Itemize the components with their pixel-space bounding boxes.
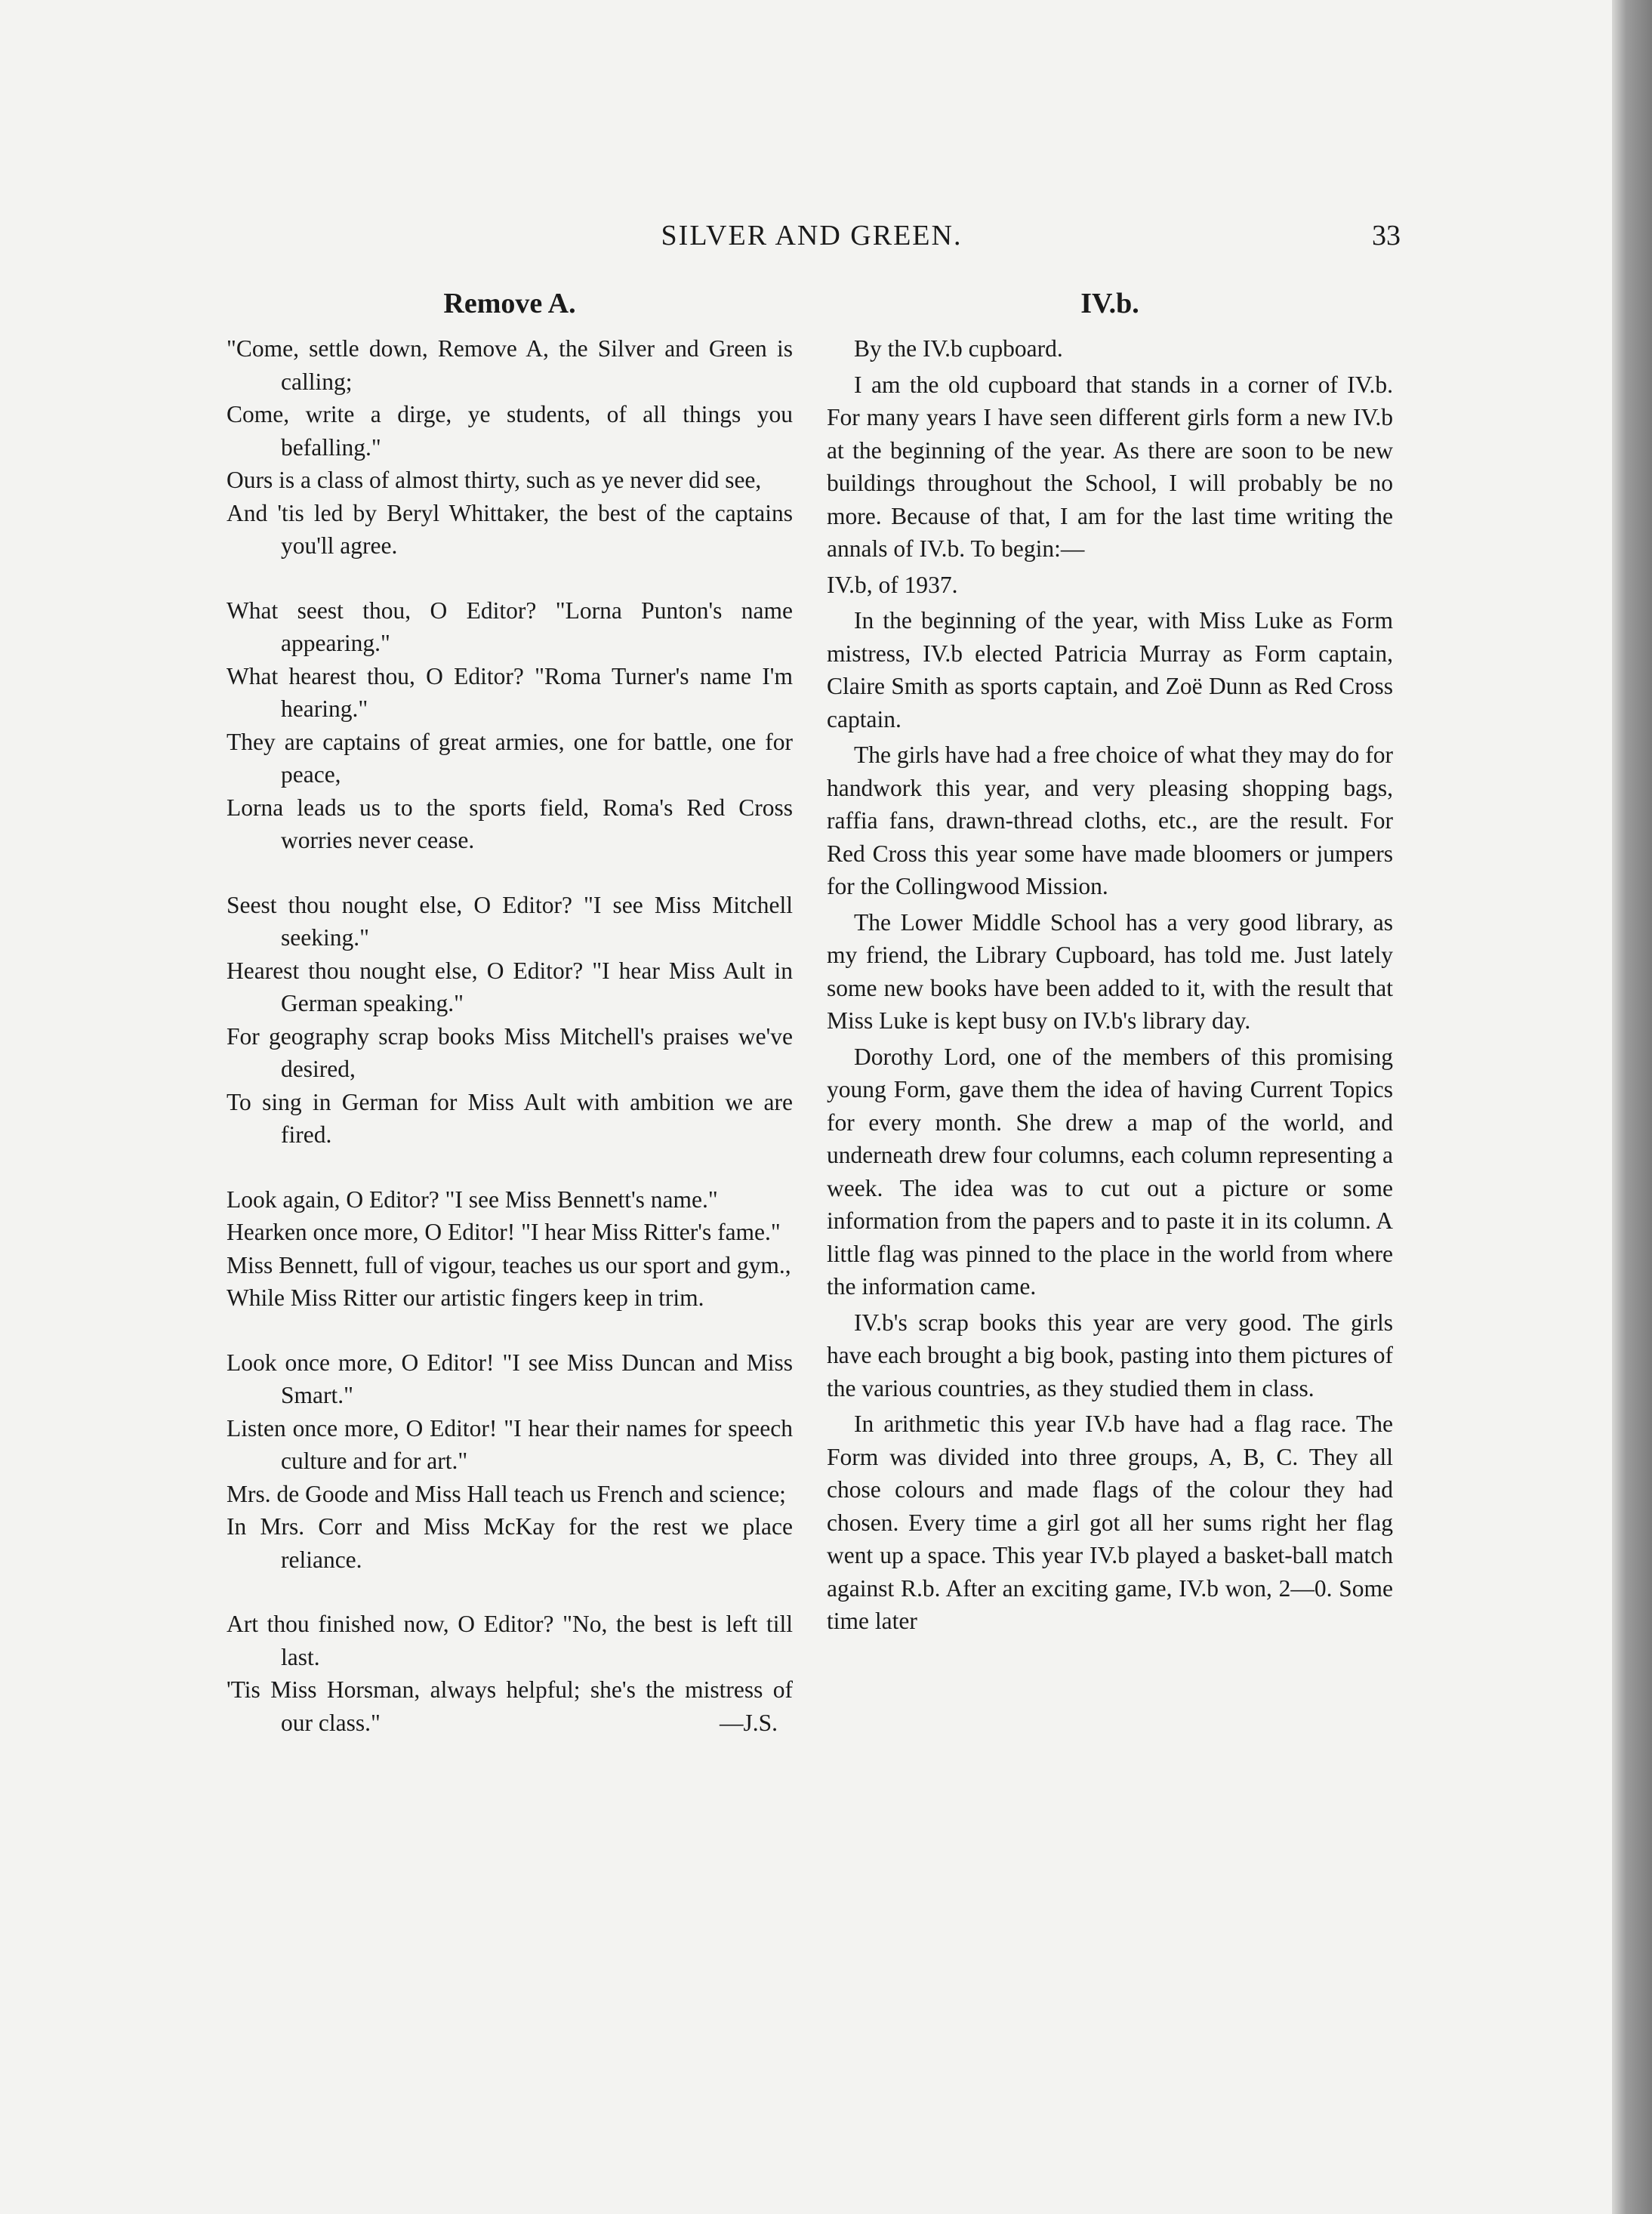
poem-line: Look once more, O Editor! "I see Miss Duncan and Miss Smart.": [227, 1349, 793, 1408]
poem-line: Hearest thou nought else, O Editor? "I hear Miss Ault in German speaking.": [227, 957, 793, 1016]
section-title-ivb: IV.b.: [1080, 288, 1139, 319]
poem-stanza: [227, 1608, 793, 1739]
poem-line: And 'tis led by Beryl Whittaker, the best of the captains you'll agree.: [227, 499, 793, 559]
poem-line: To sing in German for Miss Ault with ambition we are fired.: [227, 1088, 793, 1148]
poem-line: Miss Bennett, full of vigour, teaches us our sport and gym.,: [227, 1251, 791, 1278]
poem-stanza: [227, 1346, 793, 1577]
left-column: [227, 285, 793, 1771]
right-column: [827, 285, 1393, 1641]
poem-line: Lorna leads us to the sports field, Roma's Red Cross worries never cease.: [227, 794, 793, 853]
poem-line: Hearken once more, O Editor! "I hear Miss Ritter's fame.": [227, 1219, 781, 1245]
paragraph: The Lower Middle School has a very good library, as my friend, the Library Cupboard, has told me. Just lately some new books have been added to it, with the result that Miss Luke is kept busy on IV.b's library day.: [827, 908, 1393, 1034]
poem-line: Listen once more, O Editor! "I hear their names for speech culture and for art.": [227, 1414, 793, 1474]
poem-stanza: [227, 594, 793, 857]
poem-line: "Come, settle down, Remove A, the Silver and Green is calling;: [227, 335, 793, 395]
paragraph: IV.b's scrap books this year are very good. The girls have each brought a big book, pasting into them pictures of the various countries, as they studied them in class.: [827, 1309, 1393, 1401]
poem-line: Seest thou nought else, O Editor? "I see Miss Mitchell seeking.": [227, 891, 793, 951]
running-title: SILVER AND GREEN.: [661, 220, 963, 251]
poem-line: They are captains of great armies, one for battle, one for peace,: [227, 728, 793, 788]
poem-line: What hearest thou, O Editor? "Roma Turner's name I'm hearing.": [227, 662, 793, 722]
poem-stanza: [227, 1183, 793, 1315]
poem-stanza: [227, 889, 793, 1152]
poem-stanza: [227, 332, 793, 563]
byline: By the IV.b cupboard.: [854, 335, 1063, 362]
poem-line: While Miss Ritter our artistic fingers keep in trim.: [227, 1284, 704, 1311]
section-title-remove-a: Remove A.: [443, 288, 576, 319]
paragraph: I am the old cupboard that stands in a corner of IV.b. For many years I have seen different girls form a new IV.b at the beginning of the year. As there are soon to be new buildings throughout the School, I will probably be no more. Because of that, I am for the last time writing the annals of IV.b. To begin:—: [827, 371, 1393, 562]
paragraph: In the beginning of the year, with Miss Luke as Form mistress, IV.b elected Patricia Murray as Form captain, Claire Smith as sports captain, and Zoë Dunn as Red Cross captain.: [827, 607, 1393, 732]
poem-line: Mrs. de Goode and Miss Hall teach us French and science;: [227, 1480, 786, 1507]
paragraph: The girls have had a free choice of what they may do for handwork this year, and very pleasing shopping bags, raffia fans, drawn-thread cloths, etc., are the result. For Red Cross this year some have made bloomers or jumpers for the Collingwood Mission.: [827, 742, 1393, 899]
author-signoff: —J.S.: [719, 1709, 778, 1736]
poem-line: Look again, O Editor? "I see Miss Bennett's name.": [227, 1186, 718, 1213]
poem-line: What seest thou, O Editor? "Lorna Punton's name appearing.": [227, 597, 793, 656]
poem-line: Ours is a class of almost thirty, such as ye never did see,: [227, 467, 762, 493]
poem-line: 'Tis Miss Horsman, always helpful; she's the mistress of our class.": [227, 1676, 793, 1736]
poem-line: Art thou finished now, O Editor? "No, the best is left till last.: [227, 1611, 793, 1670]
book-edge-shadow: [1612, 0, 1652, 2214]
subheading: IV.b, of 1937.: [827, 571, 958, 598]
paragraph: In arithmetic this year IV.b have had a flag race. The Form was divided into three groups, A, B, C. They all chose colours and made flags of the colour they had chosen. Every time a girl got all her sums right her flag went up a space. This year IV.b played a basket-ball match against R.b. After an exciting game, IV.b won, 2—0. Some time later: [827, 1411, 1393, 1634]
page-number: 33: [1372, 220, 1401, 251]
poem-line: For geography scrap books Miss Mitchell's praises we've desired,: [227, 1022, 793, 1082]
poem-line: In Mrs. Corr and Miss McKay for the rest we place reliance.: [227, 1513, 793, 1573]
paragraph: Dorothy Lord, one of the members of this promising young Form, gave them the idea of having Current Topics for every month. She drew a map of the world, and underneath drew four columns, each column representing a week. The idea was to cut out a picture or some information from the papers and to paste it in its column. A little flag was pinned to the place in the world from where the information came.: [827, 1043, 1393, 1300]
poem-line: Come, write a dirge, ye students, of all things you befalling.": [227, 401, 793, 461]
